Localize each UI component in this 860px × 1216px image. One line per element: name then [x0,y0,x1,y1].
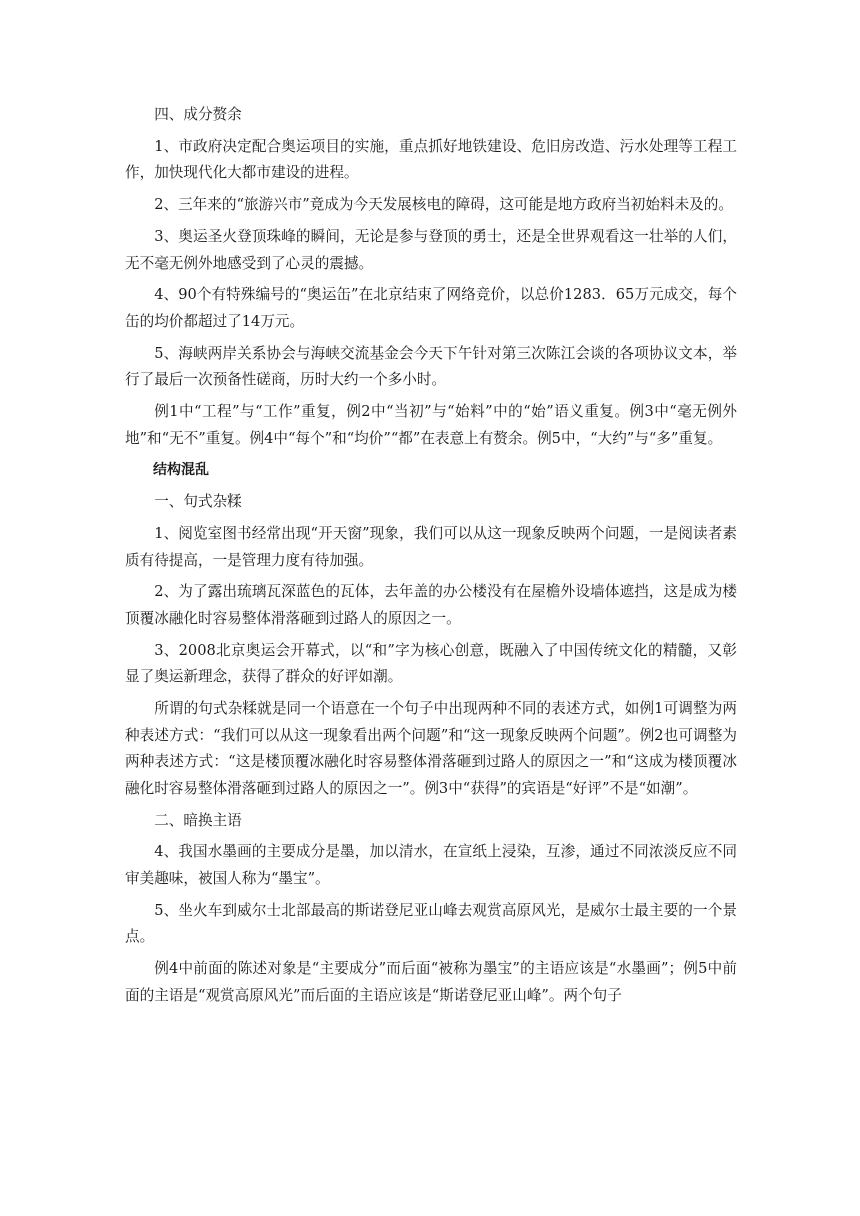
example-paragraph-subject-4: 4、我国水墨画的主要成分是墨，加以清水，在宣纸上浸染，互渗，通过不同浓淡反应不同审美趣味，被国人称为“墨宝”。 [125,843,737,888]
section-heading-structure: 结构混乱 [153,462,209,479]
explanation-paragraph-mixed: 所谓的句式杂糅就是同一个语意在一个句子中出现两种不同的表述方式，如例1可调整为两种表述方式：“我们可以从这一现象看出两个问题”和“这一现象反映两个问题”。例2也可调整为两种表述方式：“这是楼顶覆冰融化时容易整体滑落砸到过路人的原因之一”和“这成为楼顶覆冰融化时容易整体滑落砸到过路人的原因之一”。例3中“获得”的宾语是“好评”不是“如潮”。 [125,700,737,797]
example-paragraph-1: 1、市政府决定配合奥运项目的实施，重点抓好地铁建设、危旧房改造、污水处理等工程工作，加快现代化大都市建设的进程。 [125,137,737,182]
section-heading-redundancy: 四、成分赘余 [154,106,242,123]
example-paragraph-mixed-3: 3、2008北京奥运会开幕式，以“和”字为核心创意，既融入了中国传统文化的精髓，又彰显了奥运新理念，获得了群众的好评如潮。 [125,641,737,686]
example-paragraph-2: 2、三年来的“旅游兴市”竟成为今天发展核电的障碍，这可能是地方政府当初始料未及的。 [154,196,733,214]
explanation-paragraph-redundancy: 例1中“工程”与“工作”重复，例2中“当初”与“始料”中的“始”语义重复。例3中“毫无例外地”和“无不”重复。例4中“每个”和“均价”“都”在表意上有赘余。例5中，“大约”与“多”重复。 [125,403,737,447]
subsection-heading-subject-shift: 二、暗换主语 [154,811,242,829]
example-paragraph-5: 5、海峡两岸关系协会与海峡交流基金会今天下午针对第三次陈江会谈的各项协议文本，举行了最后一次预备性磋商，历时大约一个多小时。 [125,344,737,389]
document-page [125,102,737,1015]
example-paragraph-3: 3、奥运圣火登顶珠峰的瞬间，无论是参与登顶的勇士，还是全世界观看这一壮举的人们，无不毫无例外地感受到了心灵的震撼。 [125,227,737,272]
example-paragraph-mixed-1: 1、阅览室图书经常出现“开天窗”现象，我们可以从这一现象反映两个问题，一是阅读者素质有待提高，一是管理力度有待加强。 [125,525,737,569]
subsection-heading-mixed-syntax: 一、句式杂糅 [154,493,242,511]
example-paragraph-4: 4、90个有特殊编号的“奥运缶”在北京结束了网络竞价，以总价1283．65万元成交，每个缶的均价都超过了14万元。 [125,286,737,330]
example-paragraph-subject-5: 5、坐火车到威尔士北部最高的斯诺登尼亚山峰去观赏高原风光，是威尔士最主要的一个景点。 [125,901,737,946]
example-paragraph-mixed-2: 2、为了露出琉璃瓦深蓝色的瓦体，去年盖的办公楼没有在屋檐外设墙体遮挡，这是成为楼顶覆冰融化时容易整体滑落砸到过路人的原因之一。 [125,583,737,627]
explanation-paragraph-subject: 例4中前面的陈述对象是“主要成分”而后面“被称为墨宝”的主语应该是“水墨画”；例5中前面的主语是“观赏高原风光”而后面的主语应该是“斯诺登尼亚山峰”。两个句子 [125,960,737,1004]
